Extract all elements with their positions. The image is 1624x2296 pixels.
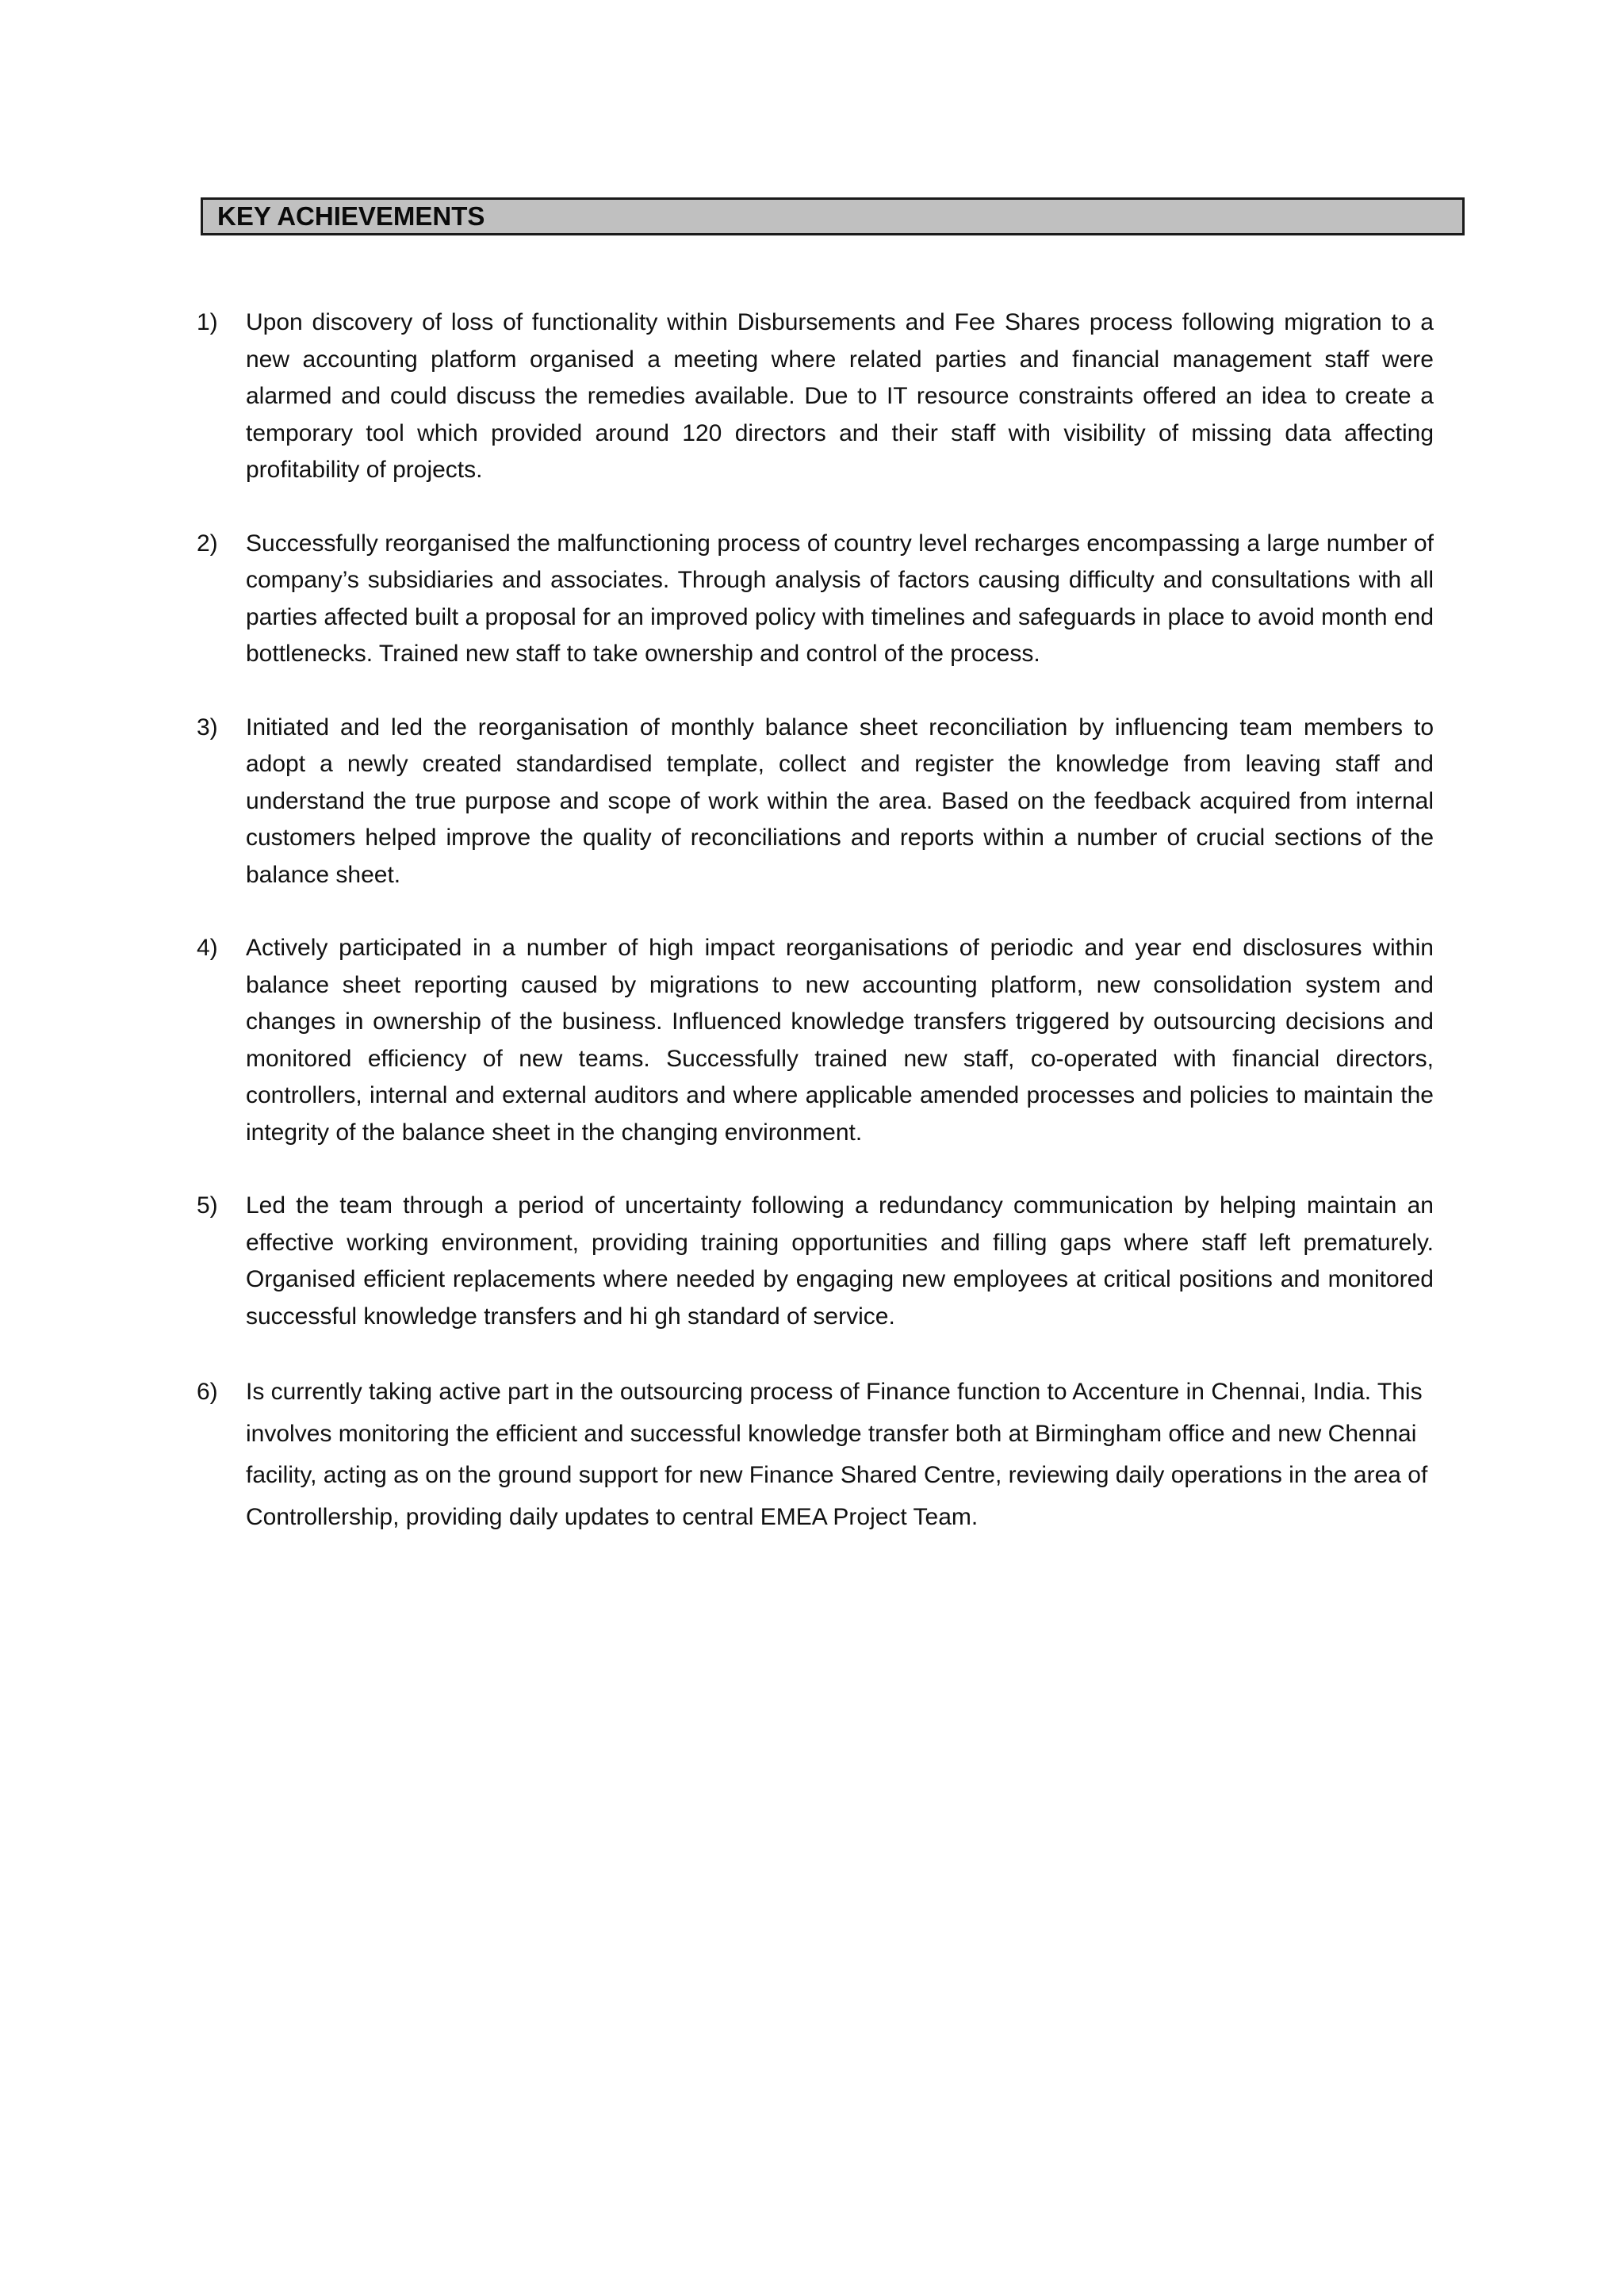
achievement-number: 1) <box>197 309 218 335</box>
achievement-text: Upon discovery of loss of functionality within Disbursements and Fee Shares process following migration to a new accounting platform organised a meeting where related parties and financial management staff were alarmed and could discuss the remedies available. Due to IT resource constraints offered an idea to create a temporary tool which provided around 120 directors and their staff with visibility of missing data affecting profitability of projects. <box>246 309 1434 483</box>
achievement-number: 6) <box>197 1379 218 1405</box>
achievement-item-5 <box>197 1188 1434 1335</box>
achievements-list <box>197 304 1434 1575</box>
section-header-key-achievements <box>201 197 1465 235</box>
achievement-number: 5) <box>197 1192 218 1219</box>
achievement-text: Initiated and led the reorganisation of monthly balance sheet reconciliation by influencing team members to adopt a newly created standardised template, collect and register the knowledge from leaving staff and understand the true purpose and scope of work within the area. Based on the feedback acquired from internal customers helped improve the quality of reconciliations and reports within a number of crucial sections of the balance sheet. <box>246 714 1434 888</box>
achievement-item-4 <box>197 930 1434 1151</box>
achievement-item-3 <box>197 710 1434 894</box>
achievement-number: 2) <box>197 530 218 557</box>
achievement-text: Actively participated in a number of high impact reorganisations of periodic and year end disclosures within balance sheet reporting caused by migrations to new accounting platform, new consolidation system and changes in ownership of the business. Influenced knowledge transfers triggered by outsourcing decisions and monitored efficiency of new teams. Successfully trained new staff, co-operated with financial directors, controllers, internal and external auditors and where applicable amended processes and policies to maintain the integrity of the balance sheet in the changing environment. <box>246 935 1434 1146</box>
achievement-item-1 <box>197 304 1434 489</box>
achievement-item-2 <box>197 526 1434 673</box>
achievement-number: 3) <box>197 714 218 740</box>
achievement-text: Is currently taking active part in the outsourcing process of Finance function to Accenture in Chennai, India. This involves monitoring the efficient and successful knowledge transfer both at Birmingham office and new Chennai facility, acting as on the ground support for new Finance Shared Centre, reviewing daily operations in the area of Controllership, providing daily updates to central EMEA Project Team. <box>246 1379 1428 1530</box>
section-title: KEY ACHIEVEMENTS <box>217 201 485 231</box>
achievement-item-6 <box>197 1372 1434 1538</box>
achievement-text: Led the team through a period of uncertainty following a redundancy communication by helping maintain an effective working environment, providing training opportunities and filling gaps where staff left prematurely. Organised efficient replacements where needed by engaging new employees at critical positions and monitored successful knowledge transfers and hi gh standard of service. <box>246 1192 1434 1330</box>
achievement-text: Successfully reorganised the malfunctioning process of country level recharges encompassing a large number of company’s subsidiaries and associates. Through analysis of factors causing difficulty and consultations with all parties affected built a proposal for an improved policy with timelines and safeguards in place to avoid month end bottlenecks. Trained new staff to take ownership and control of the process. <box>246 530 1434 667</box>
achievement-number: 4) <box>197 935 218 961</box>
